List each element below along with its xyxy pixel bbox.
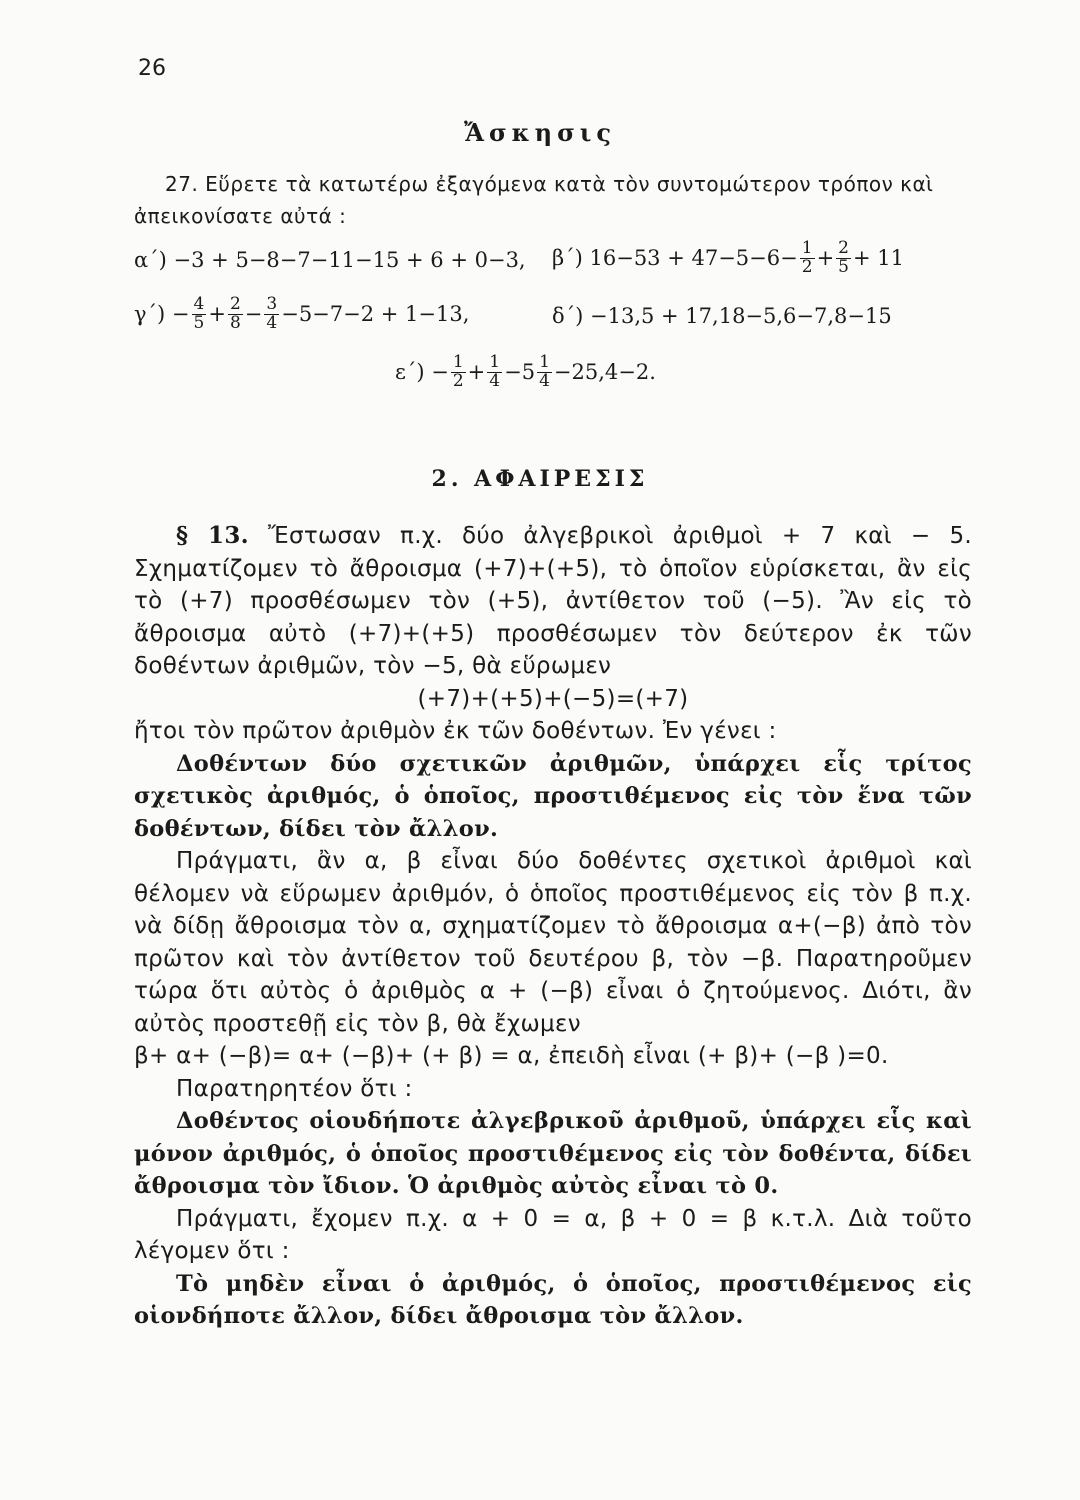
paragraph-4: Παρατηρητέον ὅτι : <box>176 1075 413 1102</box>
fraction-numerator: 4 <box>193 294 205 314</box>
fraction-denominator: 2 <box>801 256 813 277</box>
fraction <box>537 354 552 391</box>
paragraph-1-text: Ἔστωσαν π.χ. δύο ἀλγεβρικοὶ ἀριθμοὶ + 7 καὶ − 5. Σχηματίζομεν τὸ ἄθροισμα (+7)+(+5), τὸ ὁποῖον εὑρίσκεται, ἂν εἰς τὸ (+7) προσθέσωμεν τὸν (+5), ἀντίθετον τοῦ (−5). Ἂν εἰς τὸ ἄθροισμα αὐτὸ (+7)+(+5) προσθέσωμεν τὸν δεύτερον ἐκ τῶν δοθέντων ἀριθμῶν, τὸν −5, θὰ εὕρωμεν <box>134 523 972 679</box>
exercise-c-tail: −5−7−2 + 1−13, <box>281 302 470 327</box>
exercise-d: δ΄) −13,5 + 17,18−5,6−7,8−15 <box>552 304 892 328</box>
fraction-numerator: 3 <box>266 294 278 314</box>
exercise-c <box>134 296 469 333</box>
exercise-e <box>395 354 656 391</box>
exercise-c-label: γ΄) − <box>134 302 190 327</box>
fraction-numerator: 1 <box>539 352 550 372</box>
fraction <box>487 354 502 391</box>
paragraph-1 <box>134 520 972 683</box>
exercise-b-label: β΄) 16−53 + 47−5−6− <box>552 246 798 271</box>
fraction-numerator: 2 <box>838 238 849 258</box>
fraction-denominator: 5 <box>193 312 205 333</box>
fraction-denominator: 8 <box>229 312 241 333</box>
section-number: § 13. <box>176 522 249 549</box>
operator: + <box>467 360 486 385</box>
fraction-denominator: 2 <box>452 370 464 391</box>
fraction <box>800 240 815 277</box>
equation-2: β+ α+ (−β)= α+ (−β)+ (+ β) = α, ἐπειδὴ εἶναι (+ β)+ (−β )=0. <box>134 1043 889 1069</box>
rule-1: Δοθέντων δύο σχετικῶν ἀριθμῶν, ὑπάρχει εἷς τρίτος σχετικὸς ἀριθμός, ὁ ὁποῖος, προστιθέμενος εἰς τὸν ἕνα τῶν δοθέντων, δίδει τὸν ἄλλον. <box>134 750 972 842</box>
fraction <box>228 296 243 333</box>
fraction-numerator: 1 <box>801 238 813 258</box>
paragraph-2: ἤτοι τὸν πρῶτον ἀριθμὸν ἐκ τῶν δοθέντων. Ἐν γένει : <box>134 718 777 744</box>
fraction-numerator: 1 <box>452 352 464 372</box>
rule-3: Τὸ μηδὲν εἶναι ὁ ἀριθμός, ὁ ὁποῖος, προστιθέμενος εἰς οἱονδήποτε ἄλλον, δίδει ἄθροισμα τὸν ἄλλον. <box>134 1270 972 1329</box>
exercise-intro-line2: ἀπεικονίσατε αὐτά : <box>134 204 347 228</box>
exercise-e-label: ε΄) − <box>395 360 449 385</box>
operator: − <box>244 302 263 327</box>
fraction <box>264 296 279 333</box>
section-title: 2. ΑΦΑΙΡΕΣΙΣ <box>431 466 649 492</box>
fraction-numerator: 2 <box>229 294 241 314</box>
page-number: 26 <box>138 56 166 81</box>
exercise-intro-line1: 27. Εὕρετε τὰ κατωτέρω ἐξαγόμενα κατὰ τὸν συντομώτερον τρόπον καὶ <box>165 172 934 196</box>
section-body <box>134 520 972 1333</box>
exercise-heading: Ἄσκησις <box>463 118 616 147</box>
exercise-e-tail: −25,4−2. <box>553 360 656 385</box>
exercise-a: α΄) −3 + 5−8−7−11−15 + 6 + 0−3, <box>134 248 526 272</box>
fraction-denominator: 4 <box>489 370 501 391</box>
exercise-b-tail: + 11 <box>853 246 904 271</box>
rule-2: Δοθέντος οἱουδήποτε ἀλγεβρικοῦ ἀριθμοῦ, ὑπάρχει εἷς καὶ μόνον ἀριθμός, ὁ ὁποῖος προστιθέμενος εἰς τὸν δοθέντα, δίδει ἄθροισμα τὸν ἴδιον. Ὁ ἀριθμὸς αὐτὸς εἶναι τὸ 0. <box>134 1108 972 1199</box>
equation-1: (+7)+(+5)+(−5)=(+7) <box>417 685 689 712</box>
operator: + <box>208 302 226 327</box>
fraction <box>836 240 851 277</box>
operator: + <box>816 246 835 271</box>
fraction-denominator: 4 <box>539 370 550 391</box>
paragraph-5: Πράγματι, ἔχομεν π.χ. α + 0 = α, β + 0 = β κ.τ.λ. Διὰ τοῦτο λέγομεν ὅτι : <box>134 1205 972 1264</box>
exercise-e-middle: −5 <box>504 360 536 385</box>
exercise-b <box>552 240 904 277</box>
fraction <box>192 296 207 333</box>
fraction <box>451 354 466 391</box>
paragraph-3: Πράγματι, ἂν α, β εἶναι δύο δοθέντες σχετικοὶ ἀριθμοὶ καὶ θέλομεν νὰ εὕρωμεν ἀριθμόν, ὁ ὁποῖος προστιθέμενος εἰς τὸν β π.χ. νὰ δίδῃ ἄθροισμα τὸν α, σχηματίζομεν τὸ ἄθροισμα α+(−β) ἀπὸ τὸν πρῶτον καὶ τὸν ἀντίθετον τοῦ δευτέρου β, τὸν −β. Παρατηροῦμεν τώρα ὅτι αὐτὸς ὁ ἀριθμὸς α + (−β) εἶναι ὁ ζητούμενος. Διότι, ἂν αὐτὸς προστεθῇ εἰς τὸν β, θὰ ἔχωμεν <box>134 848 972 1037</box>
fraction-numerator: 1 <box>489 352 501 372</box>
fraction-denominator: 4 <box>266 312 278 333</box>
fraction-denominator: 5 <box>838 256 849 277</box>
